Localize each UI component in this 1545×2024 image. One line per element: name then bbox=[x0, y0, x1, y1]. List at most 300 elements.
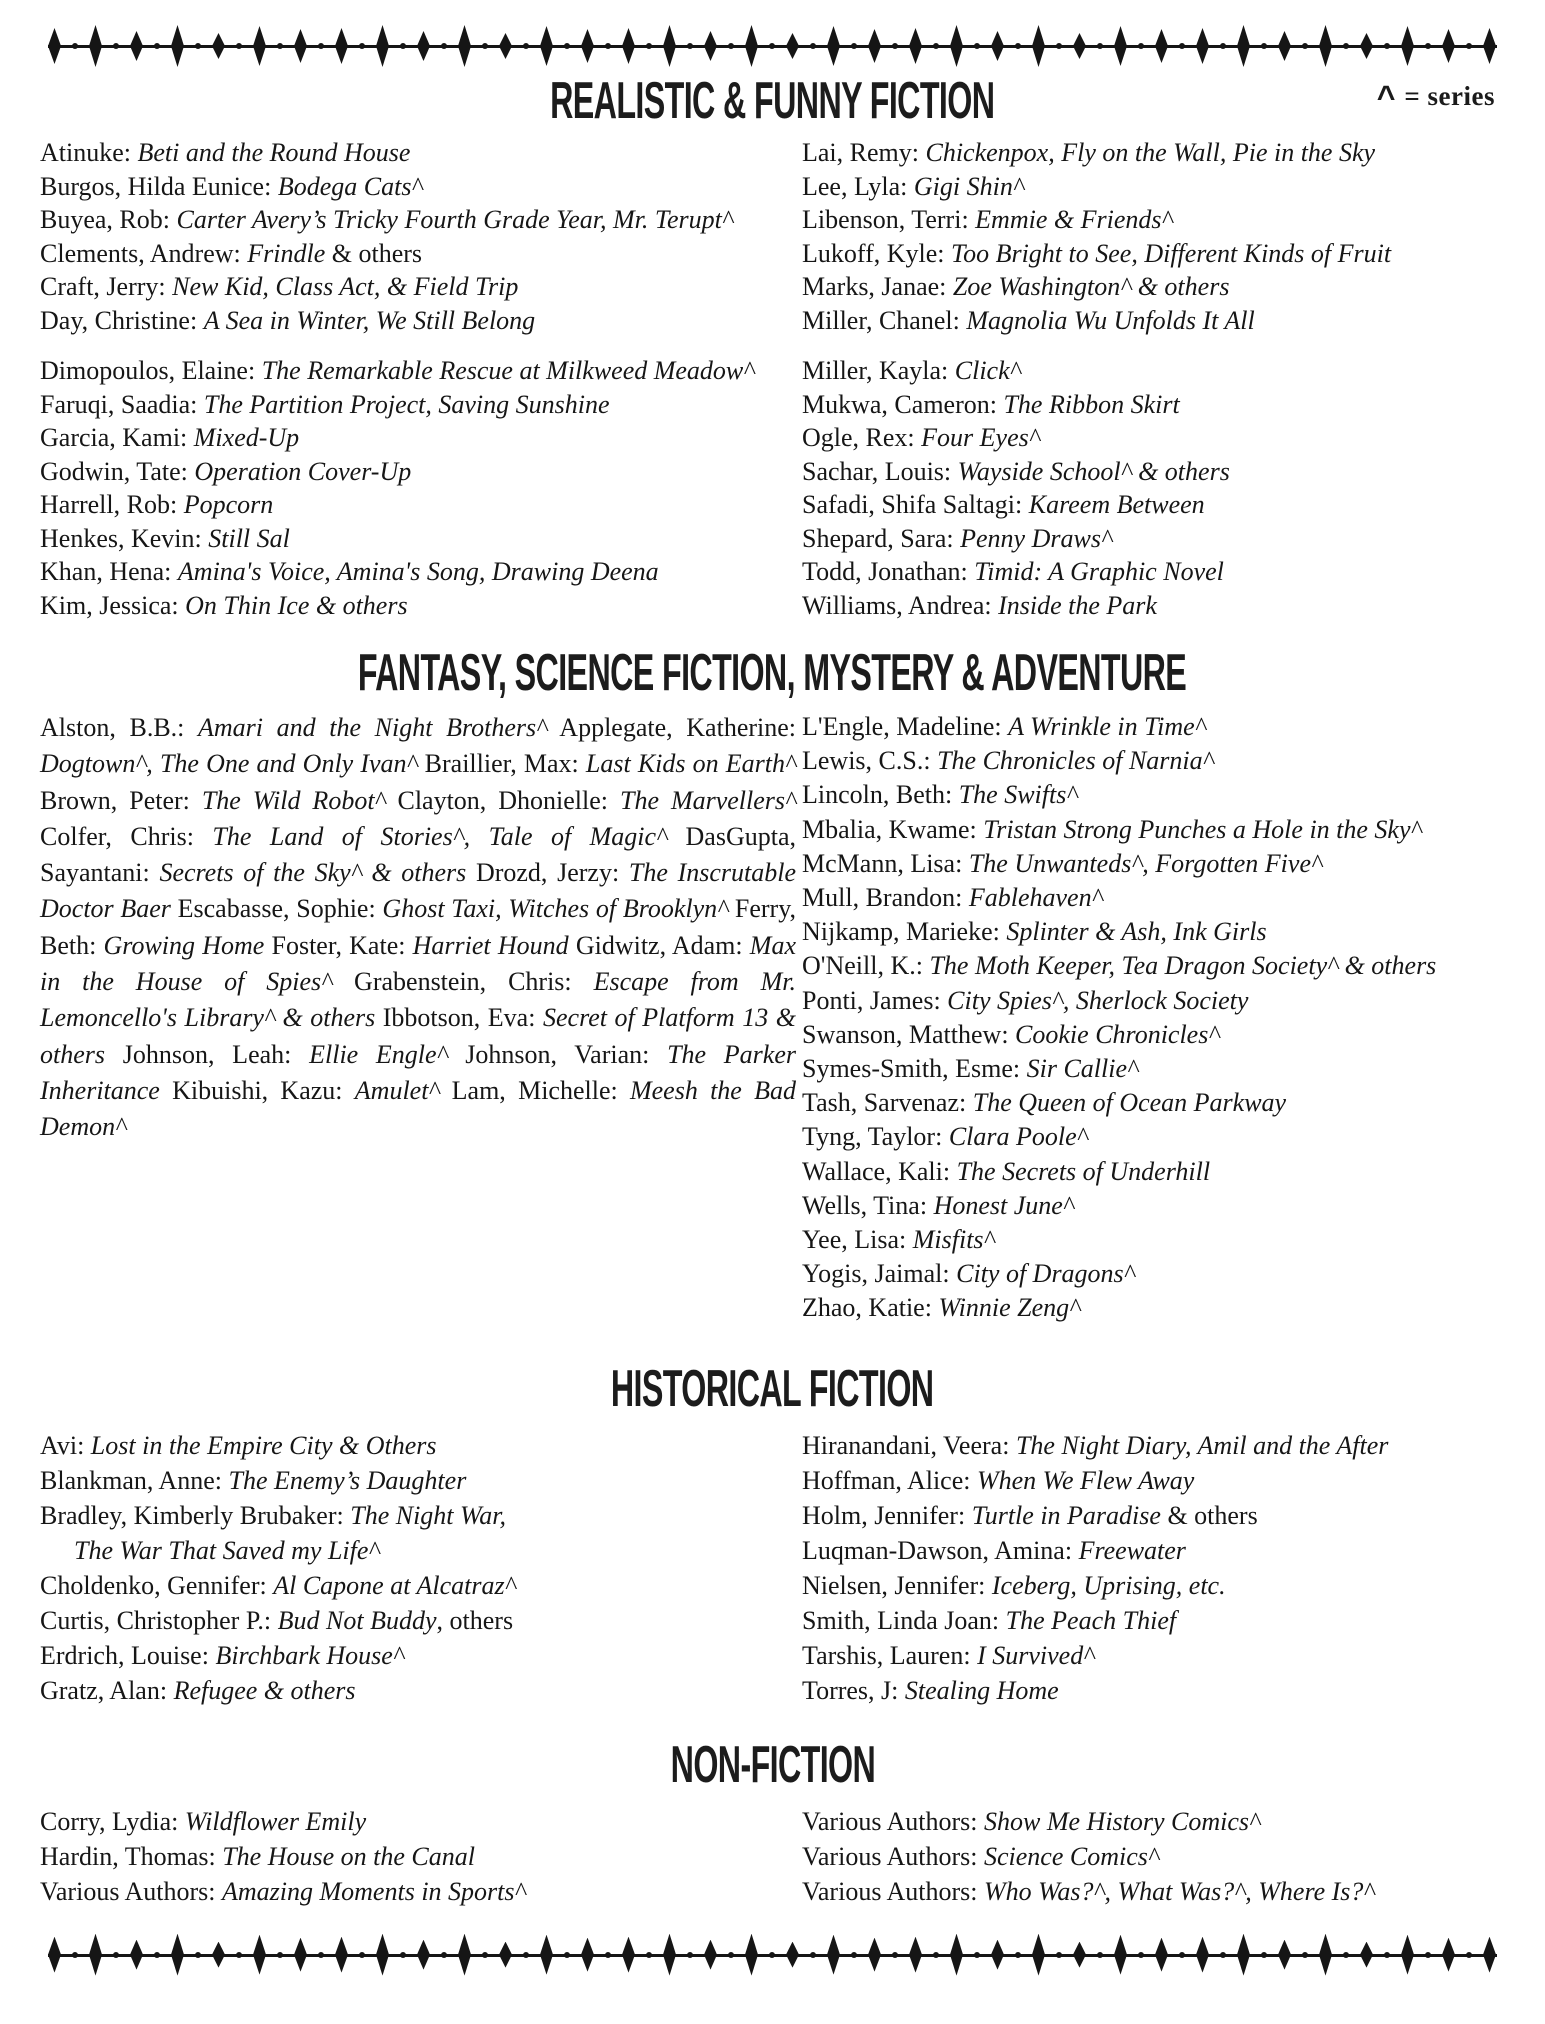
diamond-icon bbox=[1196, 28, 1209, 64]
author-name: & others bbox=[1160, 1500, 1258, 1530]
book-title: The Peach Thief bbox=[1005, 1605, 1177, 1635]
dot-icon bbox=[769, 43, 775, 49]
author-name: Swanson, Matthew: bbox=[802, 1019, 1016, 1049]
author-name: McMann, Lisa: bbox=[802, 848, 969, 878]
author-name: Zhao, Katie: bbox=[802, 1293, 939, 1323]
author-name: O'Neill, K.: bbox=[802, 951, 930, 981]
dot-icon bbox=[1425, 43, 1431, 49]
diamond-icon bbox=[1319, 25, 1332, 67]
section-fantasy-scifi bbox=[0, 644, 1545, 1326]
diamond-icon bbox=[622, 1937, 635, 1973]
dot-icon bbox=[564, 43, 570, 49]
author-name: DasGupta, Sayantani: bbox=[40, 821, 796, 888]
non-fiction-columns bbox=[0, 1804, 1545, 1909]
book-entry bbox=[802, 1874, 1505, 1909]
book-entry bbox=[40, 589, 802, 623]
book-title: Carter Avery’s Tricky Fourth Grade Year, Mr. Terupt^ bbox=[176, 205, 733, 234]
author-name: Hardin, Thomas: bbox=[40, 1841, 223, 1871]
author-name: Symes-Smith, Esme: bbox=[802, 1054, 1027, 1084]
diamond-icon bbox=[663, 1934, 676, 1976]
author-name: Kim, Jessica: bbox=[40, 590, 186, 620]
book-title: Growing Home bbox=[103, 930, 265, 960]
author-name: Erdrich, Louise: bbox=[40, 1640, 216, 1670]
author-name: Lam, Michelle: bbox=[439, 1075, 630, 1105]
dot-icon bbox=[1343, 43, 1349, 49]
author-name: Johnson, Leah: bbox=[105, 1039, 310, 1069]
diamond-icon bbox=[1442, 1938, 1455, 1972]
dot-icon bbox=[1343, 1952, 1349, 1958]
diamond-icon bbox=[48, 28, 61, 64]
dot-icon bbox=[1179, 1952, 1185, 1958]
book-title: On Thin Ice & others bbox=[185, 590, 408, 620]
diamond-icon bbox=[89, 25, 102, 67]
dot-icon bbox=[974, 43, 980, 49]
dot-icon bbox=[810, 43, 816, 49]
author-name: Grabenstein, Chris: bbox=[332, 967, 594, 997]
author-name: Henkes, Kevin: bbox=[40, 523, 209, 553]
book-entry bbox=[40, 555, 802, 589]
dot-icon bbox=[523, 43, 529, 49]
diamond-icon bbox=[1032, 25, 1045, 67]
book-title: Honest June^ bbox=[933, 1190, 1074, 1220]
author-name: Various Authors: bbox=[802, 1806, 984, 1836]
fantasy-left-column bbox=[40, 710, 802, 1326]
book-entry bbox=[802, 778, 1505, 812]
book-title: Last Kids on Earth^ bbox=[585, 749, 796, 779]
historical-left-column bbox=[40, 1428, 802, 1708]
dot-icon bbox=[1138, 43, 1144, 49]
author-name: , others bbox=[436, 1605, 514, 1635]
diamond-icon bbox=[827, 1935, 840, 1975]
book-entry bbox=[802, 1155, 1505, 1189]
book-title: Chickenpox, Fly on the Wall, Pie in the Sky bbox=[925, 138, 1376, 167]
book-title: Stealing Home bbox=[904, 1675, 1059, 1705]
author-name: Ferry, Beth: bbox=[40, 894, 797, 960]
diamond-icon bbox=[1483, 1937, 1496, 1973]
book-title: The Moth Keeper, Tea Dragon Society^ & others bbox=[929, 951, 1437, 981]
book-title: Kareem Between bbox=[1028, 490, 1205, 519]
author-name: Yogis, Jaimal: bbox=[802, 1259, 957, 1289]
book-title: The Night War, bbox=[350, 1500, 507, 1530]
dot-icon bbox=[851, 1952, 857, 1958]
author-name: Lukoff, Kyle: bbox=[802, 238, 951, 268]
book-entry bbox=[40, 270, 802, 304]
book-entry bbox=[40, 1874, 802, 1909]
author-name: Various Authors: bbox=[802, 1876, 984, 1906]
book-entry bbox=[802, 710, 1505, 744]
author-name: Braillier, Max: bbox=[417, 749, 586, 779]
dot-icon bbox=[1097, 1952, 1103, 1958]
fantasy-columns bbox=[0, 710, 1545, 1326]
diamond-icon bbox=[1319, 1934, 1332, 1976]
author-name: Dimopoulos, Elaine: bbox=[40, 356, 262, 385]
author-name: Williams, Andrea: bbox=[802, 590, 999, 620]
diamond-icon bbox=[909, 1937, 922, 1973]
dot-icon bbox=[359, 43, 365, 49]
dot-icon bbox=[1261, 1952, 1267, 1958]
book-entry bbox=[40, 354, 802, 388]
book-title: Dogtown^, The One and Only Ivan^ bbox=[40, 749, 418, 779]
author-name: Libenson, Terri: bbox=[802, 205, 976, 234]
author-name: Shepard, Sara: bbox=[802, 523, 961, 553]
realistic-funny-left-column bbox=[40, 136, 802, 622]
book-title: Ellie Engle^ bbox=[309, 1039, 448, 1069]
book-entry bbox=[802, 1603, 1505, 1638]
diamond-icon bbox=[458, 1934, 471, 1976]
book-title: The Partition Project, Saving Sunshine bbox=[203, 389, 610, 419]
book-title: Timid: A Graphic Novel bbox=[974, 557, 1224, 586]
book-entry bbox=[802, 813, 1505, 847]
diamond-divider-top bbox=[48, 24, 1497, 68]
book-title: Gigi Shin^ bbox=[913, 171, 1024, 201]
book-title: Misfits^ bbox=[912, 1225, 995, 1255]
section-historical bbox=[0, 1359, 1545, 1708]
book-title: A Wrinkle in Time^ bbox=[1008, 712, 1206, 741]
diamond-icon bbox=[1278, 1940, 1291, 1970]
dot-icon bbox=[974, 1952, 980, 1958]
dot-icon bbox=[154, 1952, 160, 1958]
diamond-icon bbox=[48, 1937, 61, 1973]
author-name: Bradley, Kimberly Brubaker: bbox=[40, 1500, 351, 1530]
book-entry bbox=[802, 1463, 1505, 1498]
dot-icon bbox=[1015, 1952, 1021, 1958]
author-name: & others bbox=[325, 238, 423, 268]
book-title: The Remarkable Rescue at Milkweed Meadow^ bbox=[261, 356, 755, 385]
author-name: Alston, B.B.: bbox=[40, 713, 199, 742]
book-title: The Marvellers^ bbox=[619, 785, 796, 815]
author-name: Hiranandani, Veera: bbox=[802, 1430, 1016, 1460]
book-title: Wayside School^ & others bbox=[957, 456, 1230, 486]
diamond-icon bbox=[540, 1935, 553, 1975]
dot-icon bbox=[1220, 1952, 1226, 1958]
book-title: Wildflower Emily bbox=[184, 1806, 367, 1836]
section-title-realistic-funny: REALISTIC & FUNNY FICTION bbox=[550, 72, 995, 130]
diamond-icon bbox=[1360, 33, 1373, 59]
book-entry bbox=[802, 421, 1505, 455]
book-title: The Enemy’s Daughter bbox=[228, 1465, 467, 1495]
book-entry bbox=[802, 1638, 1505, 1673]
author-name: Ponti, James: bbox=[802, 985, 948, 1015]
dot-icon bbox=[441, 43, 447, 49]
diamond-icon bbox=[294, 1938, 307, 1972]
author-name: Escabasse, Sophie: bbox=[170, 894, 383, 924]
book-title: Operation Cover-Up bbox=[194, 456, 412, 486]
dot-icon bbox=[400, 43, 406, 49]
dot-icon bbox=[318, 1952, 324, 1958]
dot-icon bbox=[482, 43, 488, 49]
book-title: Meesh the Bad Demon^ bbox=[40, 1075, 796, 1142]
book-title: Mixed-Up bbox=[193, 423, 300, 452]
dot-icon bbox=[1302, 43, 1308, 49]
book-entry bbox=[40, 1804, 802, 1839]
book-title: Turtle in Paradise bbox=[971, 1500, 1161, 1530]
book-entry bbox=[802, 1120, 1505, 1154]
book-title: Secrets of the Sky^ & others bbox=[159, 858, 467, 888]
series-legend-text: = series bbox=[1404, 81, 1495, 111]
book-entry bbox=[40, 1839, 802, 1874]
book-entry bbox=[802, 744, 1505, 778]
realistic-funny-columns bbox=[0, 136, 1545, 622]
diamond-icon bbox=[704, 31, 717, 61]
book-title: Amazing Moments in Sports^ bbox=[222, 1876, 526, 1906]
book-title: Birchbark House^ bbox=[215, 1640, 404, 1670]
book-title: Harriet Hound bbox=[412, 930, 569, 960]
diamond-icon bbox=[1073, 33, 1086, 59]
author-name: Lincoln, Beth: bbox=[802, 780, 959, 810]
author-name: Kibuishi, Kazu: bbox=[159, 1075, 355, 1105]
book-title: Refugee & others bbox=[173, 1675, 356, 1705]
diamond-icon bbox=[335, 1937, 348, 1973]
section-title-non-fiction: NON-FICTION bbox=[670, 1735, 875, 1794]
book-entry bbox=[40, 1568, 802, 1603]
diamond-icon bbox=[745, 1934, 758, 1976]
historical-right-column bbox=[802, 1428, 1505, 1708]
diamond-icon bbox=[1196, 1937, 1209, 1973]
book-title: A Sea in Winter, We Still Belong bbox=[203, 305, 536, 335]
diamond-icon bbox=[499, 33, 512, 59]
author-name: Mull, Brandon: bbox=[802, 883, 969, 913]
book-entry bbox=[802, 1839, 1505, 1874]
diamond-icon bbox=[253, 26, 266, 66]
diamond-icon bbox=[499, 1942, 512, 1968]
author-name: Wells, Tina: bbox=[802, 1190, 934, 1220]
diamond-divider-bottom bbox=[48, 1933, 1497, 1977]
book-entry bbox=[40, 1603, 802, 1638]
book-entry bbox=[802, 388, 1505, 422]
section-realistic-funny bbox=[0, 72, 1545, 622]
diamond-icon bbox=[1278, 31, 1291, 61]
book-entry bbox=[40, 304, 802, 338]
dot-icon bbox=[933, 43, 939, 49]
author-name: Brown, Peter: bbox=[40, 785, 202, 815]
book-title: The Unwanteds^, Forgotten Five^ bbox=[968, 848, 1322, 878]
non-fiction-left-column bbox=[40, 1804, 802, 1909]
diamond-icon bbox=[1155, 29, 1168, 63]
dot-icon bbox=[810, 1952, 816, 1958]
author-name: Hoffman, Alice: bbox=[802, 1465, 977, 1495]
dot-icon bbox=[1015, 43, 1021, 49]
book-entry bbox=[802, 270, 1505, 304]
diamond-icon bbox=[868, 29, 881, 63]
diamond-icon bbox=[417, 1940, 430, 1970]
book-title: The House on the Canal bbox=[222, 1841, 475, 1871]
book-entry bbox=[40, 170, 802, 204]
dot-icon bbox=[72, 43, 78, 49]
book-title: The War That Saved my Life^ bbox=[74, 1535, 380, 1565]
author-name: Todd, Jonathan: bbox=[802, 557, 975, 586]
book-title: Science Comics^ bbox=[984, 1841, 1159, 1871]
book-entry bbox=[40, 455, 802, 489]
diamond-icon bbox=[950, 1934, 963, 1976]
book-title: Max in the House of Spies^ bbox=[40, 930, 796, 997]
author-name: Faruqi, Saadia: bbox=[40, 389, 204, 419]
author-name: Atinuke: bbox=[40, 138, 138, 167]
author-name: Lewis, C.S.: bbox=[802, 746, 938, 776]
dot-icon bbox=[564, 1952, 570, 1958]
book-title: The Secrets of Underhill bbox=[956, 1156, 1211, 1186]
diamond-icon bbox=[1401, 1935, 1414, 1975]
book-entry bbox=[802, 488, 1505, 522]
realistic-funny-right-column bbox=[802, 136, 1505, 622]
author-name: Lee, Lyla: bbox=[802, 171, 914, 201]
diamond-icon bbox=[1401, 26, 1414, 66]
book-title: Escape from Mr. Lemoncello's Library^ & others bbox=[40, 967, 797, 1033]
diamond-icon bbox=[1237, 25, 1250, 67]
author-name: Nijkamp, Marieke: bbox=[802, 917, 1007, 947]
book-title: Lost in the Empire City & Others bbox=[90, 1430, 437, 1460]
book-title: New Kid, Class Act, & Field Trip bbox=[172, 272, 519, 301]
author-name: Blankman, Anne: bbox=[40, 1465, 229, 1495]
author-name: Avi: bbox=[40, 1430, 91, 1460]
dot-icon bbox=[1097, 43, 1103, 49]
book-title: City of Dragons^ bbox=[956, 1259, 1135, 1289]
diamond-icon bbox=[704, 1940, 717, 1970]
dot-icon bbox=[1179, 43, 1185, 49]
author-name: Safadi, Shifa Saltagi: bbox=[802, 490, 1029, 519]
author-name: Johnson, Varian: bbox=[447, 1039, 668, 1069]
book-entry bbox=[802, 949, 1505, 983]
book-title: When We Flew Away bbox=[976, 1465, 1195, 1495]
book-title: The Inscrutable Doctor Baer bbox=[40, 858, 796, 924]
dot-icon bbox=[646, 1952, 652, 1958]
author-name: Miller, Chanel: bbox=[802, 305, 967, 335]
author-name: Burgos, Hilda Eunice: bbox=[40, 171, 278, 201]
dot-icon bbox=[1056, 1952, 1062, 1958]
diamond-icon bbox=[376, 1934, 389, 1976]
book-title: I Survived^ bbox=[977, 1640, 1095, 1670]
dot-icon bbox=[441, 1952, 447, 1958]
author-name: Curtis, Christopher P.: bbox=[40, 1605, 278, 1635]
author-name: Smith, Linda Joan: bbox=[802, 1605, 1006, 1635]
dot-icon bbox=[523, 1952, 529, 1958]
diamond-icon bbox=[294, 29, 307, 63]
author-name: Colfer, Chris: bbox=[40, 821, 213, 851]
author-name: Holm, Jennifer: bbox=[802, 1500, 972, 1530]
dot-icon bbox=[892, 1952, 898, 1958]
book-title: Splinter & Ash, Ink Girls bbox=[1006, 917, 1267, 947]
dot-icon bbox=[892, 43, 898, 49]
diamond-icon bbox=[458, 25, 471, 67]
dot-icon bbox=[1220, 43, 1226, 49]
book-entry bbox=[802, 170, 1505, 204]
book-title: Who Was?^, What Was?^, Where Is?^ bbox=[984, 1876, 1375, 1906]
author-name: Lai, Remy: bbox=[802, 138, 926, 167]
dot-icon bbox=[1466, 43, 1472, 49]
book-entry bbox=[802, 1291, 1505, 1325]
book-title: Too Bright to See, Different Kinds of Fruit bbox=[951, 238, 1392, 268]
section-non-fiction bbox=[0, 1735, 1545, 1909]
book-title: The Queen of Ocean Parkway bbox=[972, 1088, 1287, 1118]
dot-icon bbox=[195, 1952, 201, 1958]
book-title: The Night Diary, Amil and the After bbox=[1015, 1430, 1389, 1460]
book-title: Winnie Zeng^ bbox=[938, 1293, 1081, 1323]
book-title: Inside the Park bbox=[998, 590, 1157, 620]
diamond-icon bbox=[335, 28, 348, 64]
book-title: City Spies^, Sherlock Society bbox=[947, 985, 1249, 1015]
book-title: Four Eyes^ bbox=[921, 423, 1040, 452]
dot-icon bbox=[1384, 1952, 1390, 1958]
book-title: Amulet^ bbox=[354, 1075, 440, 1105]
author-name: Ogle, Rex: bbox=[802, 423, 922, 452]
dot-icon bbox=[851, 43, 857, 49]
book-entry bbox=[40, 1463, 802, 1498]
diamond-icon bbox=[663, 25, 676, 67]
book-entry bbox=[802, 203, 1505, 237]
book-entry bbox=[40, 1498, 802, 1533]
author-name: Drozd, Jerzy: bbox=[466, 858, 629, 888]
author-name: Torres, J: bbox=[802, 1675, 905, 1705]
author-name: Sachar, Louis: bbox=[802, 456, 958, 486]
diamond-icon bbox=[745, 25, 758, 67]
dot-icon bbox=[605, 43, 611, 49]
book-entry bbox=[802, 1257, 1505, 1291]
book-entry bbox=[802, 1052, 1505, 1086]
author-name: Luqman-Dawson, Amina: bbox=[802, 1535, 1079, 1565]
diamond-icon bbox=[417, 31, 430, 61]
author-name: Tyng, Taylor: bbox=[802, 1122, 949, 1152]
author-name: Nielsen, Jennifer: bbox=[802, 1570, 992, 1600]
series-legend bbox=[1377, 76, 1495, 113]
author-name: Clements, Andrew: bbox=[40, 238, 248, 268]
book-entry bbox=[802, 1533, 1505, 1568]
diamond-icon bbox=[1442, 29, 1455, 63]
book-entry bbox=[802, 847, 1505, 881]
book-entry bbox=[802, 522, 1505, 556]
dot-icon bbox=[1302, 1952, 1308, 1958]
book-entry bbox=[40, 388, 802, 422]
book-entry bbox=[802, 1498, 1505, 1533]
author-name: Gratz, Alan: bbox=[40, 1675, 174, 1705]
diamond-icon bbox=[581, 29, 594, 63]
author-name: Choldenko, Gennifer: bbox=[40, 1570, 274, 1600]
dot-icon bbox=[1466, 1952, 1472, 1958]
book-entry bbox=[40, 237, 802, 271]
book-entry bbox=[802, 304, 1505, 338]
dot-icon bbox=[195, 43, 201, 49]
book-title: Click^ bbox=[954, 356, 1021, 385]
book-title: Al Capone at Alcatraz^ bbox=[273, 1570, 516, 1600]
dot-icon bbox=[687, 43, 693, 49]
book-entry bbox=[802, 915, 1505, 949]
book-entry bbox=[40, 136, 802, 170]
book-entry bbox=[802, 136, 1505, 170]
diamond-icon bbox=[1114, 26, 1127, 66]
book-entry bbox=[40, 1428, 802, 1463]
dot-icon bbox=[482, 1952, 488, 1958]
diamond-icon bbox=[909, 28, 922, 64]
non-fiction-right-column bbox=[802, 1804, 1505, 1909]
book-entry bbox=[40, 488, 802, 522]
fantasy-right-column bbox=[802, 710, 1505, 1326]
book-title: Iceberg, Uprising, etc. bbox=[991, 1570, 1226, 1600]
book-entry bbox=[802, 555, 1505, 589]
author-name: Gidwitz, Adam: bbox=[568, 930, 750, 960]
diamond-icon bbox=[212, 33, 225, 59]
series-caret-symbol: ^ bbox=[1376, 79, 1396, 115]
dot-icon bbox=[113, 43, 119, 49]
author-name: Tarshis, Lauren: bbox=[802, 1640, 978, 1670]
book-title: Zoe Washington^ & others bbox=[952, 272, 1230, 301]
diamond-icon bbox=[786, 1942, 799, 1968]
dot-icon bbox=[236, 1952, 242, 1958]
dot-icon bbox=[646, 43, 652, 49]
author-name: Corry, Lydia: bbox=[40, 1806, 185, 1836]
book-entry bbox=[802, 455, 1505, 489]
book-title: Beti and the Round House bbox=[137, 138, 411, 167]
book-title: Popcorn bbox=[183, 490, 274, 519]
book-title: Fablehaven^ bbox=[968, 883, 1103, 913]
book-title: Magnolia Wu Unfolds It All bbox=[966, 305, 1255, 335]
